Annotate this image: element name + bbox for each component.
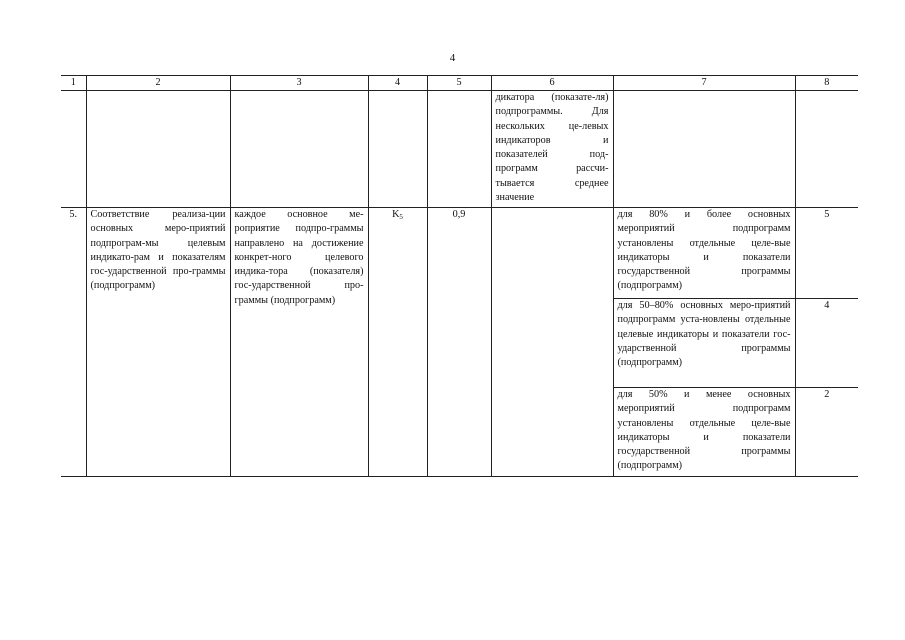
column-header-8: 8 <box>795 76 858 91</box>
page-number: 4 <box>449 52 456 64</box>
row-number: 5. <box>61 208 86 477</box>
cell-empty <box>86 91 230 208</box>
symbol-subscript: 5 <box>399 213 403 221</box>
grading-score-1: 5 <box>795 208 858 299</box>
grading-condition-1: для 80% и более основных мероприятий подпрограмм установлены отдельные целе-вые индикаторы и показатели государственной программы (подпрограмм) <box>613 208 795 299</box>
formula-note-continuation: дикатора (показате-ля) подпрограммы. Для нескольких це-левых индикаторов и показателей под-программ рассчи-тывается среднее значение <box>491 91 613 208</box>
column-header-7: 7 <box>613 76 795 91</box>
column-header-2: 2 <box>86 76 230 91</box>
cell-empty <box>427 91 491 208</box>
criterion-formula <box>491 208 613 477</box>
cell-empty <box>61 91 86 208</box>
grading-condition-3: для 50% и менее основных мероприятий подпрограмм установлены отдельные целе-вые индикаторы и показатели государственной программы (подпрограмм) <box>613 388 795 477</box>
cell-empty <box>230 91 368 208</box>
column-header-3: 3 <box>230 76 368 91</box>
table-row-criterion-5 <box>61 208 858 299</box>
criterion-weight: 0,9 <box>427 208 491 477</box>
criterion-name: Соответствие реализа-ции основных меро-приятий подпрограм-мы целевым индикато-рам и показателям гос-ударственной про-граммы (подпрограмм) <box>86 208 230 477</box>
table-row-continuation <box>61 91 858 208</box>
criteria-table <box>61 75 858 477</box>
column-number-row <box>61 76 858 91</box>
column-header-5: 5 <box>427 76 491 91</box>
grading-condition-2: для 50–80% основных меро-приятий подпрограмм уста-новлены отдельные целевые индикаторы и показатели гос-ударственной программы (подпрограмм) <box>613 299 795 388</box>
grading-score-3: 2 <box>795 388 858 477</box>
column-header-6: 6 <box>491 76 613 91</box>
cell-empty <box>795 91 858 208</box>
grading-score-2: 4 <box>795 299 858 388</box>
symbol-letter: K <box>392 209 400 220</box>
criterion-description: каждое основное ме-роприятие подпро-граммы направлено на достижение конкрет-ного целевого индика-тора (показателя) гос-ударственной про-граммы (подпрограмм) <box>230 208 368 477</box>
column-header-1: 1 <box>61 76 86 91</box>
column-header-4: 4 <box>368 76 427 91</box>
cell-empty <box>613 91 795 208</box>
criterion-symbol <box>368 208 427 477</box>
cell-empty <box>368 91 427 208</box>
